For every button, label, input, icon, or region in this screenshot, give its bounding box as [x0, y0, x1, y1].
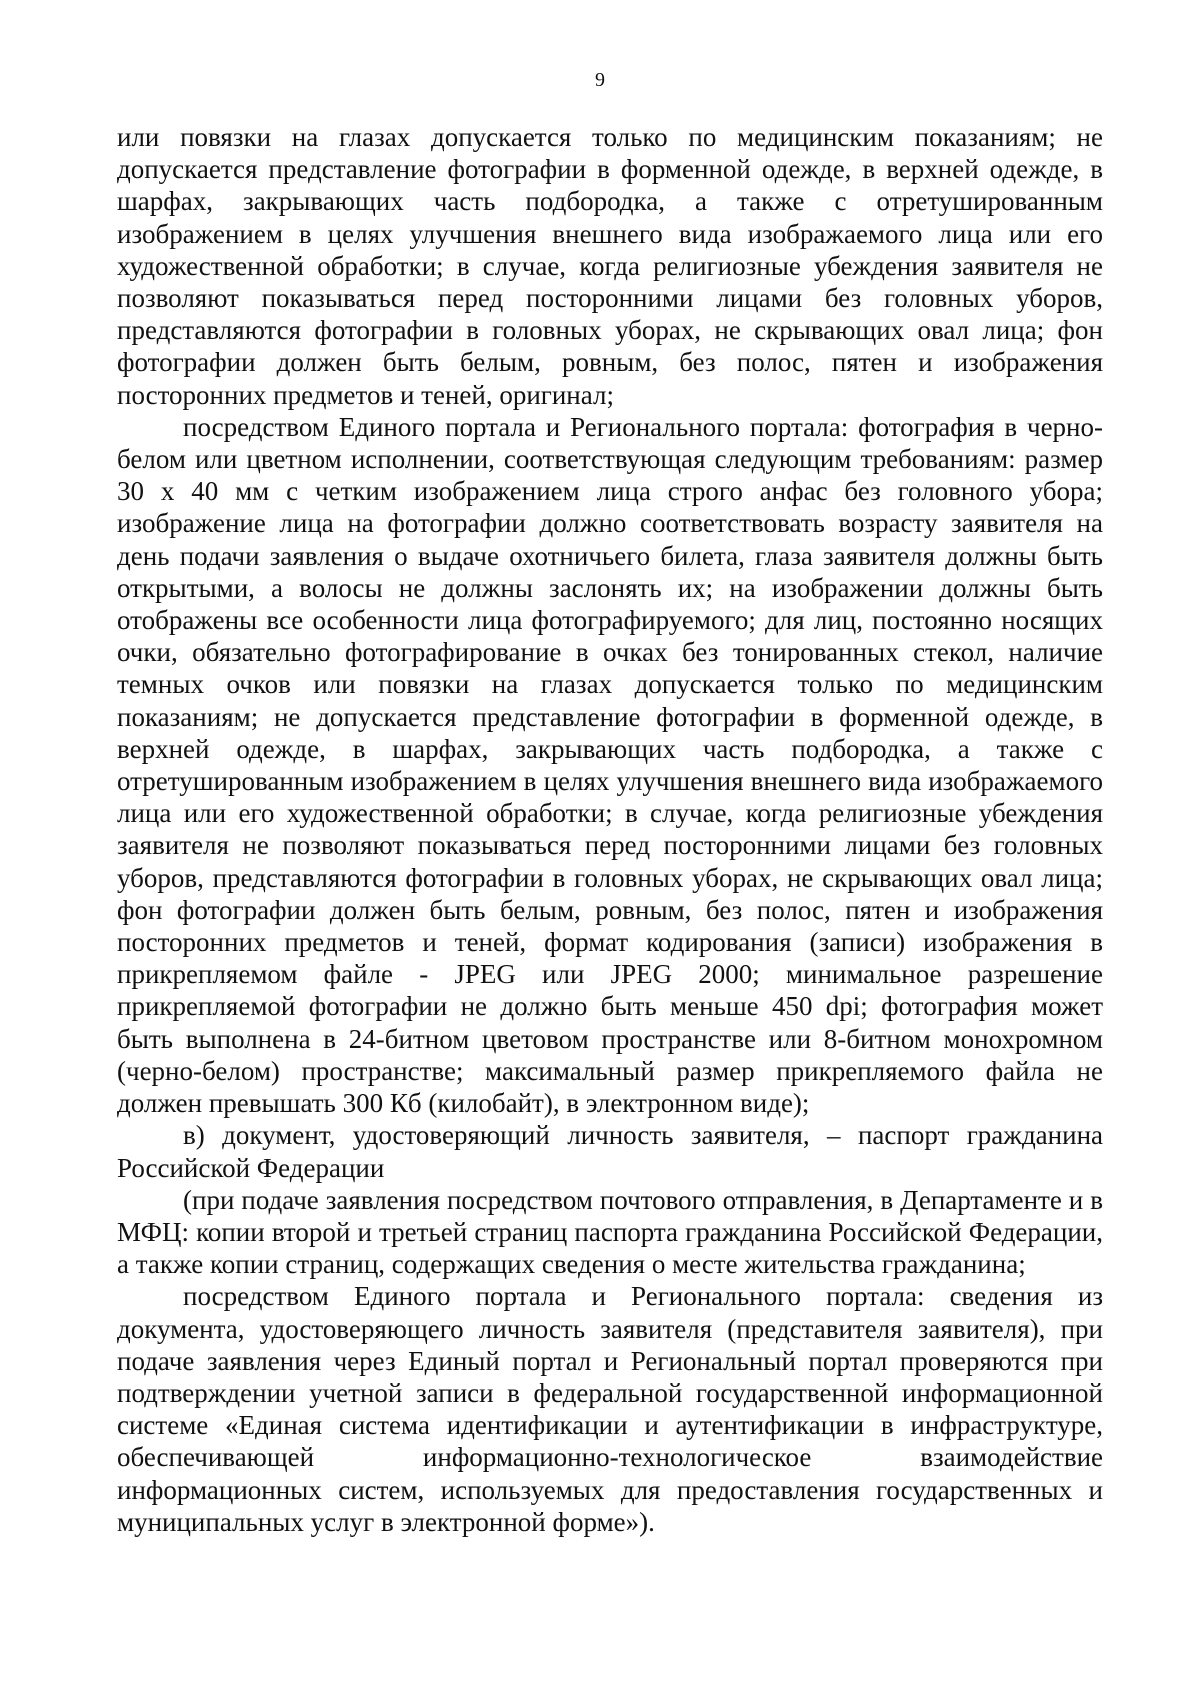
page-number: 9	[595, 69, 605, 91]
paragraph-passport-copies: (при подаче заявления посредством почтового отправления, в Департаменте и в МФЦ: копии второй и третьей страниц паспорта гражданина Российской Федерации, а также копии страниц, содержащих сведения о месте жительства гражданина;	[117, 1184, 1103, 1280]
paragraph-photo-requirements-continued: или повязки на глазах допускается только по медицинским показаниям; не допускается представление фотографии в форменной одежде, в верхней одежде, в шарфах, закрывающих часть подбородка, а также с отретушированным изображением в целях улучшения внешнего вида изображаемого лица или его художественной обработки; в случае, когда религиозные убеждения заявителя не позволяют показываться перед посторонними лицами без головных уборов, представляются фотографии в головных уборах, не скрывающих овал лица; фон фотографии должен быть белым, ровным, без полос, пятен и изображения посторонних предметов и теней, оригинал;	[117, 122, 1103, 410]
paragraph-identity-document: в) документ, удостоверяющий личность заявителя, – паспорт гражданина Российской Федерации	[117, 1120, 1103, 1183]
paragraph-portal-identity-verification: посредством Единого портала и Регионального портала: сведения из документа, удостоверяющего личность заявителя (представителя заявителя), при подаче заявления через Единый портал и Региональный портал проверяются при подтверждении учетной записи в федеральной государственной информационной системе «Единая система идентификации и аутентификации в инфраструктуре, обеспечивающей информационно-технологическое взаимодействие информационных систем, используемых для предоставления государственных и муниципальных услуг в электронной форме»).	[117, 1281, 1103, 1537]
paragraph-photo-portal-requirements: посредством Единого портала и Регионального портала: фотография в черно-белом или цветном исполнении, соответствующая следующим требованиям: размер 30 х 40 мм с четким изображением лица строго анфас без головного убора; изображение лица на фотографии должно соответствовать возрасту заявителя на день подачи заявления о выдаче охотничьего билета, глаза заявителя должны быть открытыми, а волосы не должны заслонять их; на изображении должны быть отображены все особенности лица фотографируемого; для лиц, постоянно носящих очки, обязательно фотографирование в очках без тонированных стекол, наличие темных очков или повязки на глазах допускается только по медицинским показаниям; не допускается представление фотографии в форменной одежде, в верхней одежде, в шарфах, закрывающих часть подбородка, а также с отретушированным изображением в целях улучшения внешнего вида изображаемого лица или его художественной обработки; в случае, когда религиозные убеждения заявителя не позволяют показываться перед посторонними лицами без головных уборов, представляются фотографии в головных уборах, не скрывающих овал лица; фон фотографии должен быть белым, ровным, без полос, пятен и изображения посторонних предметов и теней, формат кодирования (записи) изображения в прикрепляемом файле - JPEG или JPEG 2000; минимальное разрешение прикрепляемой фотографии не должно быть меньше 450 dpi; фотография может быть выполнена в 24-битном цветовом пространстве или 8-битном монохромном (черно-белом) пространстве; максимальный размер прикрепляемого файла не должен превышать 300 Кб (килобайт), в электронном виде);	[117, 411, 1103, 1119]
document-body	[117, 121, 1103, 1538]
